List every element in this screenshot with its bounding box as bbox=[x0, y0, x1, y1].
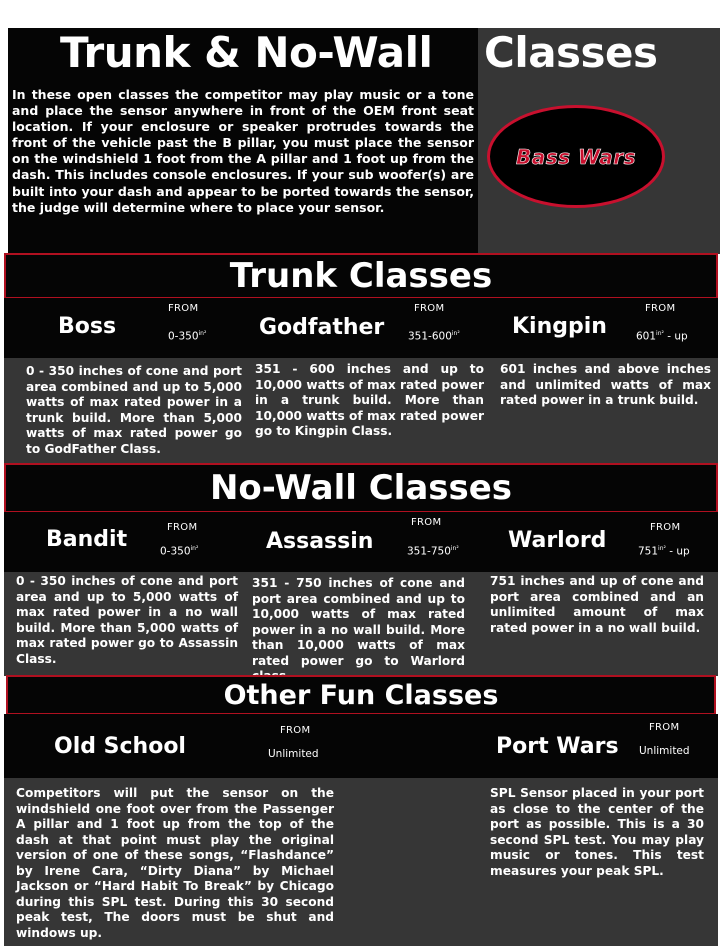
desc-godfather: 351 - 600 inches and up to 10,000 watts of max rated power in a trunk build. More than 10,000 watts of max rated power go to Kingpin Class. bbox=[255, 362, 484, 438]
trunk-classes-banner: Trunk Classes bbox=[4, 253, 718, 299]
trunk-class-row bbox=[4, 298, 718, 358]
class-name-assassin: Assassin bbox=[266, 529, 374, 554]
from-label: FROM bbox=[168, 303, 199, 314]
from-label: FROM bbox=[650, 522, 681, 533]
other-descriptions bbox=[4, 778, 718, 946]
from-label: FROM bbox=[414, 303, 445, 314]
from-label: FROM bbox=[645, 303, 676, 314]
other-class-row bbox=[4, 714, 718, 778]
range-assassin: $351-750^{in^2}$ bbox=[407, 545, 459, 558]
desc-assassin: 351 - 750 inches of cone and port area combined and up to 10,000 watts of max rated power in a no wall build. More than 10,000 watts of max rated power go to Warlord bbox=[252, 576, 465, 668]
class-name-warlord: Warlord bbox=[508, 528, 607, 553]
from-label: FROM bbox=[167, 522, 198, 533]
desc-kingpin: 601 inches and above inches and unlimited watts of max rated power in a trunk build. bbox=[500, 362, 711, 407]
range-kingpin: $601^{in^2}$ - up bbox=[636, 330, 688, 343]
class-name-kingpin: Kingpin bbox=[512, 314, 607, 339]
nowall-classes-banner: No-Wall Classes bbox=[4, 463, 718, 513]
class-name-godfather: Godfather bbox=[259, 315, 385, 340]
class-name-boss: Boss bbox=[58, 314, 117, 339]
nowall-descriptions bbox=[4, 572, 718, 676]
intro-paragraph: In these open classes the competitor may play music or a tone and place the sensor anywhere in front of the OEM front seat location. If your enclosure or speaker protrudes towards the front of the vehicle past the B pillar, you must place the sensor on the windshield 1 foot from the A pillar and 1 foot up from the dash. This includes console enclosures. If your sub woofer(s) are built into your dash and appear to be ported towards the sensor, the judge will determine where to place your sensor. bbox=[12, 87, 474, 215]
from-label: FROM bbox=[411, 517, 442, 528]
range-warlord: $751^{in^2}$ - up bbox=[638, 545, 690, 558]
desc-warlord: 751 inches and up of cone and port area combined and an unlimited amount of max rated power in a no wall build. bbox=[490, 574, 704, 635]
class-name-bandit: Bandit bbox=[46, 527, 128, 552]
other-classes-banner: Other Fun Classes bbox=[6, 675, 716, 715]
range-bandit: $0-350^{in^2}$ bbox=[160, 545, 199, 558]
trunk-descriptions bbox=[4, 358, 718, 464]
desc-port-wars: SPL Sensor placed in your port as close to the center of the port as possible. This is a 30 second SPL test. You may play music or tones. This test measures your peak SPL. bbox=[490, 786, 704, 878]
range-godfather: $351-600^{in^2}$ bbox=[408, 330, 460, 343]
page-title-left: Trunk & No-Wall bbox=[60, 28, 433, 77]
nowall-class-row bbox=[4, 512, 718, 572]
desc-old-school: Competitors will put the sensor on the windshield one foot over from the Passenger A pillar and 1 foot up from the top of the dash at that point must play the original version of one of these songs, “Flashdance” by Irene Cara, “Dirty Diana” by Michael Jackson or “Hard Habit To Break” by Chicago during this SPL test. During this 30 second peak test, The doors must be shut and windows up. bbox=[16, 786, 334, 940]
range-old-school: Unlimited bbox=[268, 748, 319, 760]
from-label: FROM bbox=[280, 725, 311, 736]
range-boss: $0-350^{in^2}$ bbox=[168, 330, 207, 343]
page-title-right: Classes bbox=[484, 28, 658, 77]
class-name-old-school: Old School bbox=[54, 734, 186, 759]
logo-text: Bass Wars bbox=[516, 144, 636, 169]
class-name-port-wars: Port Wars bbox=[496, 734, 619, 759]
desc-bandit: 0 - 350 inches of cone and port area and up to 5,000 watts of max rated power in a no wall build. More than 5,000 watts of max rated power go to Assassin Class. bbox=[16, 574, 238, 666]
from-label: FROM bbox=[649, 722, 680, 733]
range-port-wars: Unlimited bbox=[639, 745, 690, 757]
bass-wars-logo bbox=[487, 105, 665, 208]
desc-boss: 0 - 350 inches of cone and port area combined and up to 5,000 watts of max rated power in a trunk build. More than 5,000 watts of max rated power go to GodFather Class. bbox=[26, 364, 242, 456]
